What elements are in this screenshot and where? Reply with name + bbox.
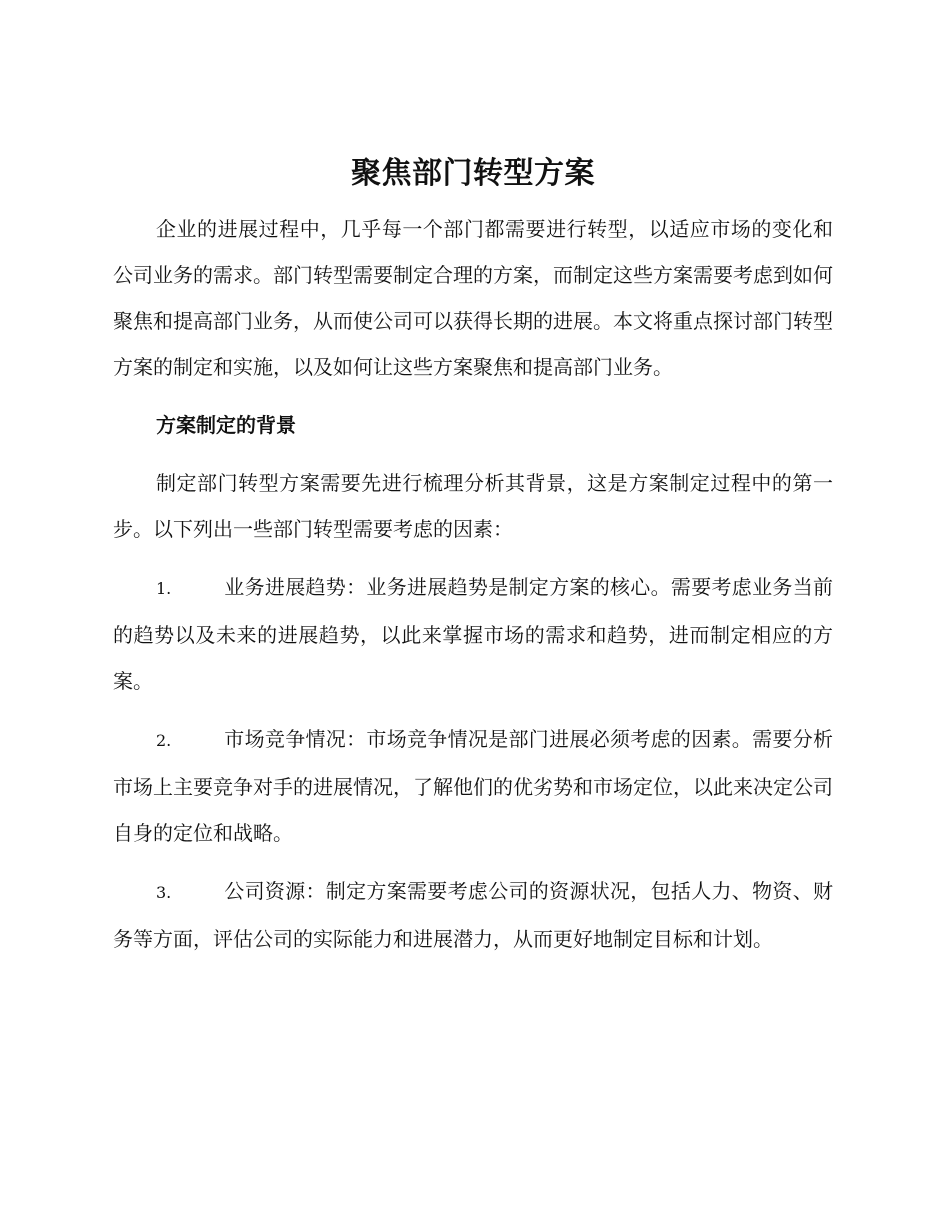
background-paragraph: 制定部门转型方案需要先进行梳理分析其背景，这是方案制定过程中的第一步。以下列出一些部门转型需要考虑的因素：	[113, 471, 833, 541]
list-item-number: 2.	[156, 731, 172, 750]
list-item-number: 3.	[156, 883, 172, 902]
list-item-text: 公司资源：制定方案需要考虑公司的资源状况，包括人力、物资、财务等方面，评估公司的实际能力和进展潜力，从而更好地制定目标和计划。	[113, 879, 833, 951]
list-item-text: 市场竞争情况：市场竞争情况是部门进展必须考虑的因素。需要分析市场上主要竞争对手的进展情况，了解他们的优劣势和市场定位，以此来决定公司自身的定位和战略。	[113, 727, 833, 845]
list-item	[113, 868, 833, 962]
document-title: 聚焦部门转型方案	[351, 156, 595, 191]
list-item	[113, 716, 833, 856]
list-item-number: 1.	[156, 579, 172, 598]
intro-paragraph: 企业的进展过程中，几乎每一个部门都需要进行转型，以适应市场的变化和公司业务的需求。部门转型需要制定合理的方案，而制定这些方案需要考虑到如何聚焦和提高部门业务，从而使公司可以获得长期的进展。本文将重点探讨部门转型方案的制定和实施，以及如何让这些方案聚焦和提高部门业务。	[113, 217, 833, 379]
section-heading: 方案制定的背景	[156, 413, 296, 437]
list-item-text: 业务进展趋势：业务进展趋势是制定方案的核心。需要考虑业务当前的趋势以及未来的进展趋势，以此来掌握市场的需求和趋势，进而制定相应的方案。	[113, 575, 833, 693]
document-body	[113, 150, 833, 962]
list-item	[113, 564, 833, 704]
